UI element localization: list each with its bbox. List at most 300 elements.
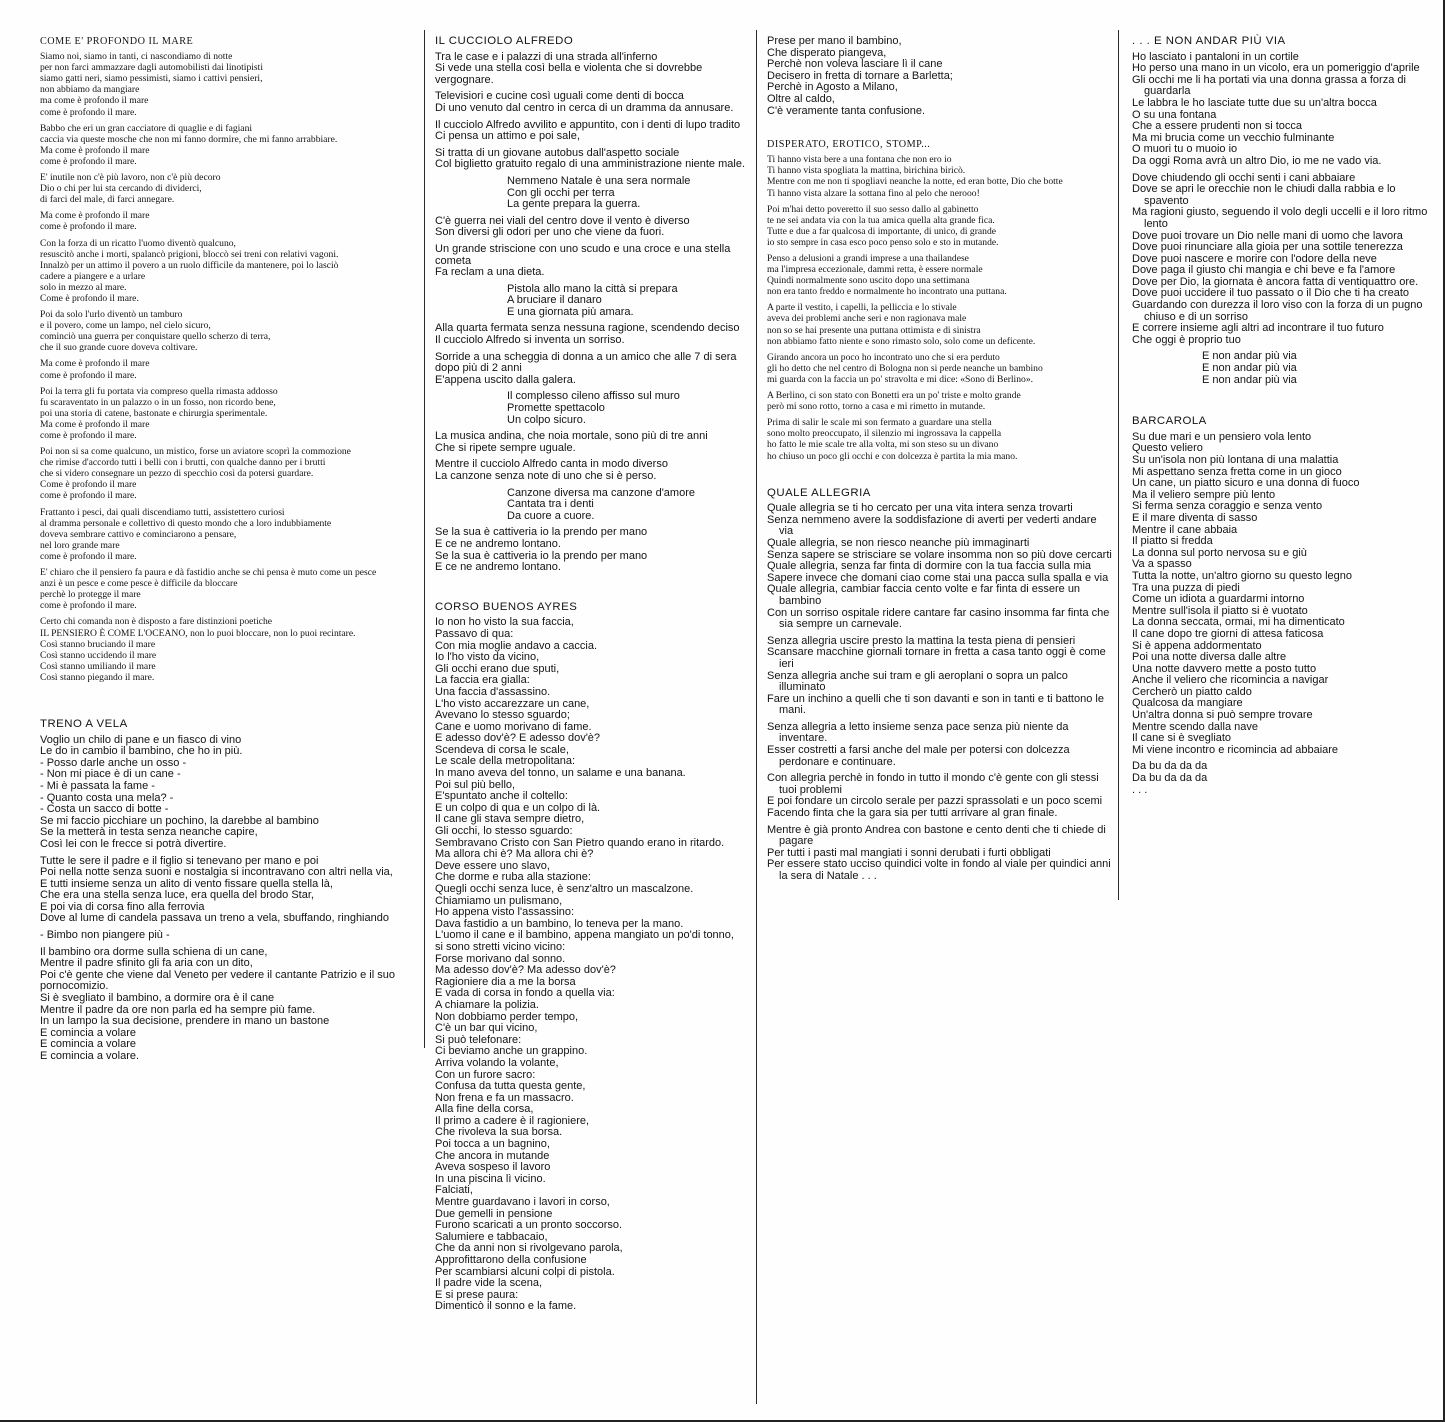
lyric-line: - Posso darle anche un osso - <box>40 756 187 769</box>
song-block <box>40 719 420 1063</box>
lyric-line: Guardando con durezza il loro viso con la forza di un pugno chiuso e di un sorriso <box>1132 299 1423 323</box>
lyric-line: Ti hanno vista bere a una fontana che non ero io <box>767 154 952 166</box>
lyric-line: Si ferma senza coraggio e senza vento <box>1132 500 1323 513</box>
lyric-line: E non andar più via <box>1202 362 1297 375</box>
lyric-line: Così stanno piegando il mare. <box>40 671 155 683</box>
lyric-line: Le do in cambio il bambino, che ho in più. <box>40 745 243 758</box>
lyric-line: Tra le case e i palazzi di una strada all'inferno <box>435 50 658 63</box>
lyric-line: Ci pensa un attimo e poi sale, <box>435 130 580 143</box>
lyric-line: E non andar più via <box>1202 373 1297 386</box>
lyric-line: Le scale della metropolitana: <box>435 755 576 768</box>
lyric-line: Passavo di qua: <box>435 627 514 640</box>
lyric-line: In un lampo la sua decisione, prendere in mano un bastone <box>40 1015 330 1028</box>
lyric-line: Da oggi Roma avrà un altro Dio, io me ne vado via. <box>1132 154 1382 167</box>
lyric-line: Dove per Dio, la giornata è ancora fatta di ventiquattro ore. <box>1132 275 1419 288</box>
lyric-line: Nemmeno Natale è una sera normale <box>507 174 691 187</box>
lyric-line: La musica andina, che noia mortale, sono più di tre anni <box>435 430 708 443</box>
stanza <box>435 488 750 523</box>
lyric-line: Che ancora in mutande <box>435 1149 550 1162</box>
lyric-line: Dove puoi uccidere il tuo passato o il Dio che ti ha creato <box>1132 287 1409 300</box>
lyric-line: Gli occhi erano due sputi, <box>435 662 560 675</box>
lyric-line: Scendeva di corsa le scale, <box>435 743 569 756</box>
column-2 <box>435 30 750 1335</box>
stanza <box>767 503 1112 631</box>
song-block <box>435 602 750 1313</box>
lyric-line: Questo veliero <box>1132 442 1203 455</box>
stanza <box>435 323 750 346</box>
lyric-line: Il primo a cadere è il ragioniere, <box>435 1114 590 1127</box>
lyric-line: Il complesso cileno affisso sul muro <box>507 390 680 403</box>
stanza <box>435 244 750 279</box>
song-title: COME E' PROFONDO IL MARE <box>40 36 194 47</box>
lyric-line: Non dobbiamo perder tempo, <box>435 1010 579 1023</box>
lyric-line: Due gemelli in pensione <box>435 1207 553 1220</box>
lyric-line: E poi fondare un circolo serale per pazzi sprassolati e un poco scemi <box>767 795 1103 808</box>
lyric-line: Ma come è profondo il mare <box>40 144 150 156</box>
lyric-line: Dove puoi nascere e morire con l'odore della neve <box>1132 252 1377 265</box>
lyric-line: Senza allegria anche sui tram e gli aeroplani o sopra un palco illuminato <box>767 669 1068 694</box>
lyric-line: Penso a delusioni a grandi imprese a una thailandese <box>767 253 969 264</box>
lyric-line: Mentre il padre da ore non parla ed ha sempre più fame. <box>40 1003 316 1016</box>
lyric-line: Di uno venuto dal centro in cerca di un dramma da annusare. <box>435 101 734 114</box>
lyric-line: E il mare diventa di sasso <box>1132 511 1258 524</box>
lyric-line: Innalzò per un attimo il povero a un ruolo difficile da mantenere, poi lo lasciò <box>40 259 339 271</box>
lyric-line: Un colpo sicuro. <box>507 413 586 426</box>
lyric-line: E'appena uscito dalla galera. <box>435 373 576 386</box>
lyric-line: Il bambino ora dorme sulla schiena di un cane, <box>40 945 268 958</box>
lyric-line: Poi sul più bello, <box>435 778 516 791</box>
lyric-line: Pistola allo mano la città si prepara <box>507 282 678 295</box>
lyric-line: L'ho visto accarezzare un cane, <box>435 697 590 710</box>
lyric-line: Alla quarta fermata senza nessuna ragione, scendendo deciso <box>435 322 740 335</box>
song-title: CORSO BUENOS AYRES <box>435 600 578 613</box>
lyric-line: . . . <box>1132 783 1148 796</box>
lyric-line: che si videro consegnare un pezzo di specchio così da potersi guardare. <box>40 468 314 480</box>
lyric-line: te ne sei andata via con la tua amica quella alta grande fica. <box>767 214 995 226</box>
stanza <box>40 856 420 926</box>
lyric-line: E' chiaro che il pensiero fa paura e dà fastidio anche se chi pensa è muto come un pesce <box>40 567 377 579</box>
lyric-line: Gli occhi, lo stesso sguardo: <box>435 825 573 838</box>
lyric-line: Voglio un chilo di pane e un fiasco di vino <box>40 733 242 746</box>
lyric-line: La faccia era gialla: <box>435 674 530 687</box>
song-title: . . . E NON ANDAR PIÙ VIA <box>1132 35 1286 47</box>
lyric-line: Si vede una stella così bella e violenta che si dovrebbe vergognare. <box>435 62 703 86</box>
stanza <box>40 309 420 353</box>
lyric-line: Con la forza di un ricatto l'uomo diventò qualcuno, <box>40 237 236 249</box>
lyric-line: Così lei con le frecce si potrà divertire. <box>40 837 227 850</box>
lyric-line: A bruciare il danaro <box>507 294 602 307</box>
lyric-line: Il cane si è svegliato <box>1132 732 1232 745</box>
lyric-line: Ma come è profondo il mare <box>40 418 150 430</box>
lyric-line: Poi una notte diversa dalle altre <box>1132 651 1287 664</box>
stanza <box>435 176 750 211</box>
lyric-line: Quale allegria se ti ho cercato per una vita intera senza trovarti <box>767 502 1073 515</box>
lyric-line: come è profondo il mare. <box>40 369 137 381</box>
lyric-line: Così stanno uccidendo il mare <box>40 649 157 661</box>
lyric-line: Sapere invece che domani ciao come stai una pacca sulla spalla e via <box>767 571 1109 584</box>
lyric-line: Si tratta di un giovane autobus dall'aspetto sociale <box>435 146 680 159</box>
stanza <box>435 148 750 171</box>
lyric-line: Mentre il padre sfinito gli fa aria con un dito, <box>40 957 253 970</box>
stanza <box>40 947 420 1063</box>
lyric-line: Mentre sull'isola il piatto si è vuotato <box>1132 604 1308 617</box>
lyric-line: Ho perso una mano in un vicolo, era un pomeriggio d'aprile <box>1132 62 1420 75</box>
lyric-line: Un'altra donna si può sempre trovare <box>1132 709 1313 722</box>
lyric-line: ho chiuso un poco gli occhi e con dolcezza è partita la mia mano. <box>767 450 1018 462</box>
lyric-line: Il cucciolo Alfredo si inventa un sorriso. <box>435 334 625 347</box>
stanza <box>435 617 750 1313</box>
lyric-line: Che disperato piangeva, <box>767 46 887 59</box>
lyric-line: E'spuntato anche il coltello: <box>435 790 568 803</box>
lyric-line: Si è svegliato il bambino, a dormire ora è il cane <box>40 992 275 1005</box>
stanza <box>40 616 420 683</box>
lyric-line: ma l'impresa eccezionale, dammi retta, è essere normale <box>767 264 983 276</box>
lyric-line: Oltre al caldo, <box>767 92 835 105</box>
song-title: BARCAROLA <box>1132 415 1207 428</box>
lyric-line: Ti hanno vista spogliata la mattina, birichina biricò. <box>767 165 966 177</box>
lyric-line: Dove chiudendo gli occhi senti i cani abbaiare <box>1132 171 1356 184</box>
lyric-line: Tutte e due a far qualcosa di importante, di unico, di grande <box>767 225 997 237</box>
lyric-line: Così stanno umiliando il mare <box>40 660 156 672</box>
song-block <box>767 36 1112 117</box>
lyric-line: di farci del male, di farci annegare. <box>40 194 175 206</box>
lyric-line: Furono scaricati a un pronto soccorso. <box>435 1219 623 1232</box>
song-title: QUALE ALLEGRIA <box>767 486 871 499</box>
stanza <box>767 773 1112 819</box>
lyric-line: Anche il veliero che ricomincia a navigar <box>1132 674 1329 687</box>
song-block <box>40 36 420 683</box>
lyric-line: Mentre guardavano i lavori in corso, <box>435 1196 610 1209</box>
lyric-line: come è profondo il mare. <box>40 490 137 502</box>
lyric-line: Su due mari e un pensiero vola lento <box>1132 430 1312 443</box>
stanza <box>767 302 1112 346</box>
stanza <box>435 527 750 573</box>
lyric-line: Promette spettacolo <box>507 402 605 415</box>
lyric-line: Poi da solo l'urlo diventò un tamburo <box>40 309 183 321</box>
stanza <box>767 390 1112 412</box>
stanza <box>435 91 750 114</box>
column-divider <box>1118 30 1119 900</box>
lyric-line: Avevano lo stesso sguardo; <box>435 709 570 722</box>
lyric-line: Dio o chi per lui sta cercando di dividerci, <box>40 183 202 195</box>
lyric-line: - Mi è passata la fame - <box>40 779 155 792</box>
lyric-line: cadere a piangere e a urlare <box>40 270 146 282</box>
song-block <box>767 139 1112 461</box>
lyric-line: In mano aveva del tonno, un salame e una banana. <box>435 767 686 780</box>
lyric-line: Senza allegria a letto insieme senza pace senza più niente da inventare. <box>767 720 1069 745</box>
lyric-line: Confusa da tutta questa gente, <box>435 1080 586 1093</box>
lyric-line: Facendo finta che la gara sia per tutti arrivare al gran finale. <box>767 807 1058 820</box>
lyric-line: e il povero, come un lampo, nel cielo sicuro, <box>40 320 211 332</box>
lyric-line: C'è un bar qui vicino, <box>435 1022 538 1035</box>
lyric-line: Mentre è già pronto Andrea con bastone e cento denti che ti chiede di pagare <box>767 823 1106 848</box>
lyric-line: al dramma personale e collettivo di questo mondo che a loro indubbiamente <box>40 517 332 529</box>
lyric-line: per non farci ammazzare dagli automobilisti dai linotipisti <box>40 62 263 74</box>
lyric-line: Si è appena addormentato <box>1132 639 1262 652</box>
lyric-line: Dove al lume di candela passava un treno a vela, sbuffando, ringhiando <box>40 912 389 925</box>
lyric-line: E una giornata più amara. <box>507 305 634 318</box>
stanza <box>767 154 1112 198</box>
lyric-line: Ho lasciato i pantaloni in un cortile <box>1132 50 1299 63</box>
lyric-line: Poi non si sa come qualcuno, un mistico, forse un aviatore scoprì la commozione <box>40 446 351 458</box>
lyric-line: Poi m'hai detto poveretto il suo sesso dallo al gabinetto <box>767 203 979 215</box>
lyric-line: C'è veramente tanta confusione. <box>767 104 926 117</box>
lyric-line: Mi viene incontro e ricomincia ad abbaiare <box>1132 743 1339 756</box>
stanza <box>40 507 420 562</box>
stanza <box>767 36 1112 117</box>
lyric-line: non abbiamo da mangiare <box>40 84 140 96</box>
lyric-line: E adesso dov'è? E adesso dov'è? <box>435 732 601 745</box>
lyric-line: Ma ragioni giusto, seguendo il volo degli uccelli e il loro ritmo lento <box>1132 206 1428 230</box>
lyric-line: Va a spasso <box>1132 558 1192 571</box>
lyric-line: IL PENSIERO È COME L'OCEANO, non lo puoi bloccare, non lo puoi recintare. <box>40 627 356 639</box>
lyric-line: Ma adesso dov'è? Ma adesso dov'è? <box>435 964 616 977</box>
lyric-line: E ce ne andremo lontano. <box>435 537 561 550</box>
lyric-line: ho fatto le mie scale tre alla volta, mi son steso su un divano <box>767 439 999 451</box>
lyric-line: E un colpo di qua e un colpo di là. <box>435 801 601 814</box>
lyric-line: E si prese paura: <box>435 1288 519 1301</box>
lyric-line: Alla fine della corsa, <box>435 1103 534 1116</box>
lyric-line: fu scaraventato in un palazzo o in un fosso, non ricordo bene, <box>40 396 276 408</box>
lyric-line: Perchè non voleva lasciare lì il cane <box>767 58 943 71</box>
stanza <box>767 825 1112 883</box>
lyric-line: Poi c'è gente che viene dal Veneto per vedere il cantante Patrizio e il suo pornocomizio. <box>40 968 395 993</box>
lyric-line: doveva sembrare cattivo e cominciarono a pensare, <box>40 528 237 540</box>
lyric-line: - Quanto costa una mela? - <box>40 791 174 804</box>
lyric-line: Ti hanno vista alzare la sottana fino al pelo che nerooo! <box>767 187 980 199</box>
lyric-line: A Berlino, ci son stato con Bonetti era un po' triste e molto grande <box>767 390 1021 402</box>
lyric-line: Fare un inchino a quelli che ti son davanti e son in tanti e ti battono le mani. <box>767 692 1104 717</box>
lyric-line: A parte il vestito, i capelli, la pelliccia e lo stivale <box>767 302 957 314</box>
lyric-line: E' inutile non c'è più lavoro, non c'è più decoro <box>40 172 221 184</box>
lyric-line: Perchè in Agosto a Milano, <box>767 81 898 94</box>
lyric-line: Per tutti i pasti mal mangiati i sonni derubati i furti obbligati <box>767 846 1051 859</box>
stanza <box>40 930 420 942</box>
lyric-line: E comincia a volare. <box>40 1050 140 1062</box>
lyric-line: Ma mi brucia come un vecchio fulminante <box>1132 131 1335 144</box>
lyric-line: La donna seccata, ormai, mi ha dimenticato <box>1132 616 1345 629</box>
lyric-line: Mentre il cucciolo Alfredo canta in modo diverso <box>435 458 668 471</box>
lyric-line: Sorride a una scheggia di donna a un amico che alle 7 di sera dopo più di 2 anni <box>435 350 737 375</box>
lyric-line: E correre insieme agli altri ad incontrare il tuo futuro <box>1132 322 1384 335</box>
lyric-line: Il cane gli stava sempre dietro, <box>435 813 585 826</box>
lyric-line: Sembravano Cristo con San Pietro quando erano in ritardo. <box>435 836 725 849</box>
lyric-line: Con un furore sacro: <box>435 1068 536 1081</box>
lyric-line: Siamo noi, siamo in tanti, ci nascondiamo di notte <box>40 51 233 63</box>
lyric-line: mi guarda con la faccia un po' stravolta e mi dice: «Sono di Berlino». <box>767 373 1034 385</box>
stanza <box>40 210 420 232</box>
lyric-line: La donna sul porto nervosa su e giù <box>1132 546 1307 559</box>
lyric-line: Come un idiota a guardarmi intorno <box>1132 593 1305 606</box>
lyric-line: non so se hai presente una puttana ottimista e di sinistra <box>767 324 981 336</box>
column-3 <box>767 30 1112 905</box>
lyric-line: Ci beviamo anche un grappino. <box>435 1045 588 1058</box>
lyric-line: Aveva sospeso il lavoro <box>435 1161 551 1174</box>
lyric-line: Cantata tra i denti <box>507 498 594 511</box>
lyric-line: Certo chi comanda non è disposto a fare distinzioni poetiche <box>40 616 273 628</box>
lyric-line: come è profondo il mare. <box>40 155 137 167</box>
lyric-line: Dava fastidio a un bambino, lo teneva per la mano. <box>435 917 684 930</box>
song-title: TRENO A VELA <box>40 717 128 730</box>
lyric-line: gli ho detto che nel centro di Bologna non si perde neanche un bambino <box>767 362 1043 374</box>
stanza <box>767 417 1112 461</box>
lyric-line: Le labbra le ho lasciate tutte due su un'altra bocca <box>1132 96 1377 109</box>
stanza <box>1132 351 1428 386</box>
lyric-line: L'uomo il cane e il bambino, appena mangiato un po'di tonno, <box>435 929 734 942</box>
stanza <box>40 735 420 851</box>
stanza <box>40 567 420 611</box>
lyric-line: Canzone diversa ma canzone d'amore <box>507 486 695 499</box>
lyric-line: Decisero in fretta di tornare a Barletta; <box>767 69 953 82</box>
lyric-line: Con mia moglie andavo a caccia. <box>435 639 598 652</box>
lyric-line: nel loro grande mare <box>40 539 120 551</box>
lyric-line: Dove puoi trovare un Dio nelle mani di uomo che lavora <box>1132 229 1403 242</box>
lyric-line: Con allegria perchè in fondo in tutto il mondo c'è gente con gli stessi tuoi problemi <box>767 772 1099 796</box>
lyric-line: O su una fontana <box>1132 108 1217 121</box>
lyric-line: Cane e uomo morivano di fame. <box>435 720 592 733</box>
stanza <box>435 120 750 143</box>
lyric-line: Per scambiarsi alcuni colpi di pistola. <box>435 1265 615 1278</box>
lyric-line: caccia via queste mosche che non mi fanno dormire, che mi fanno arrabbiare. <box>40 133 338 145</box>
song-block <box>1132 36 1428 386</box>
lyric-line: Ma il veliero sempre più lento <box>1132 488 1276 501</box>
stanza <box>435 352 750 387</box>
stanza <box>767 253 1112 297</box>
stanza <box>40 238 420 305</box>
lyric-line: Prima di salir le scale mi son fermato a guardare una stella <box>767 417 992 429</box>
column-4 <box>1132 30 1428 818</box>
lyric-line: come è profondo il mare. <box>40 600 137 612</box>
lyric-line: O muori tu o muoio io <box>1132 143 1238 156</box>
lyric-line: Frattanto i pesci, dai quali discendiamo tutti, assistettero curiosi <box>40 506 285 518</box>
song-title: IL CUCCIOLO ALFREDO <box>435 35 574 47</box>
column-1 <box>40 30 420 1085</box>
lyric-line: Il piatto si fredda <box>1132 535 1213 548</box>
lyric-line: che il suo grande cuore doveva coltivare. <box>40 342 198 354</box>
lyric-line: Che dorme e ruba alla stazione: <box>435 871 591 884</box>
lyric-line: Girando ancora un poco ho incontrato uno che si era perduto <box>767 351 1000 363</box>
song-title: DISPERATO, EROTICO, STOMP... <box>767 139 931 151</box>
lyric-line: Che si ripete sempre uguale. <box>435 441 576 454</box>
lyric-line: Chiamiamo un pulismano, <box>435 894 563 907</box>
lyric-line: Il cucciolo Alfredo avvilito e appuntito, con i denti di lupo tradito <box>435 118 741 131</box>
stanza <box>435 459 750 482</box>
lyric-line: io sto sempre in casa esco poco penso solo e sto in mutande. <box>767 236 999 248</box>
lyric-line: come è profondo il mare. <box>40 550 137 562</box>
lyric-line: solo in mezzo al mare. <box>40 281 127 293</box>
lyric-line: però mi sono rotto, torno a casa e mi rimetto in mutande. <box>767 401 986 413</box>
lyric-line: Quegli occhi senza luce, è senz'altro un mascalzone. <box>435 883 694 895</box>
lyric-line: Senza nemmeno avere la soddisfazione di averti per vederti andare via <box>767 513 1097 538</box>
lyric-line: Così stanno bruciando il mare <box>40 638 156 650</box>
lyric-line: Che rivoleva la sua borsa. <box>435 1126 563 1139</box>
lyric-line: anzi è un pesce e come pesce è difficile da bloccare <box>40 578 238 590</box>
lyric-line: Ma allora chi è? Ma allora chi è? <box>435 848 594 861</box>
lyric-line: E comincia a volare <box>40 1038 136 1051</box>
lyric-line: Un cane, un piatto sicuro e una donna di fuoco <box>1132 477 1360 490</box>
lyric-line: E tutti insieme senza un alito di vento fissare quella stella là, <box>40 877 333 890</box>
lyric-line: cominciò una guerra per conquistare quello scherzo di terra, <box>40 331 271 343</box>
lyric-line: Poi tocca a un bagnino, <box>435 1138 550 1151</box>
lyric-line: E poi via di corsa fino alla ferrovia <box>40 900 205 913</box>
lyric-line: Si può telefonare: <box>435 1033 522 1046</box>
lyric-line: Col biglietto gratuito regalo di una amministrazione niente male. <box>435 158 746 171</box>
lyric-line: Fa reclam a una dieta. <box>435 266 545 279</box>
lyric-line: Su un'isola non più lontana di una malattia <box>1132 454 1339 466</box>
lyric-line: Non frena e fa un massacro. <box>435 1091 574 1104</box>
lyric-line: Se la sua è cattiveria io la prendo per mano <box>435 549 648 562</box>
lyric-line: E vada di corsa in fondo a quella via: <box>435 987 615 1000</box>
stanza <box>40 172 420 205</box>
lyric-line: come è profondo il mare. <box>40 221 137 233</box>
lyric-line: Quale allegria, se non riesco neanche più immaginarti <box>767 536 1030 549</box>
lyric-line: Arriva volando la volante, <box>435 1056 559 1069</box>
lyric-line: Come è profondo il mare. <box>40 292 139 304</box>
lyric-line: perchè lo protegge il mare <box>40 589 141 601</box>
stanza <box>40 386 420 441</box>
lyric-line: Ho appena visto l'assassino: <box>435 906 575 919</box>
stanza <box>40 446 420 501</box>
lyric-line: Una faccia d'assassino. <box>435 685 551 698</box>
lyric-line: Senza allegria uscire presto la mattina la testa piena di pensieri <box>767 634 1076 647</box>
stanza <box>435 52 750 87</box>
lyric-line: Da bu da da da <box>1132 772 1208 785</box>
lyric-line: Io non ho visto la sua faccia, <box>435 616 574 629</box>
lyric-line: non abbiamo fatto niente e sono rimasto solo, solo come un deficente. <box>767 335 1036 347</box>
lyric-line: Come è profondo il mare <box>40 479 137 491</box>
lyric-line: Mentre il cane abbaia <box>1132 523 1238 536</box>
lyric-line: Con un sorriso ospitale ridere cantare far casino insomma far finta che sia sempre un carnevale. <box>767 606 1110 631</box>
lyric-line: Deve essere uno slavo, <box>435 859 550 872</box>
lyric-line: Babbo che eri un gran cacciatore di quaglie e di fagiani <box>40 122 253 134</box>
lyric-line: Qualcosa da mangiare <box>1132 697 1243 710</box>
lyric-line: Quindi normalmente sono uscito dopo una settimana <box>767 275 970 287</box>
stanza <box>767 722 1112 768</box>
lyric-line: Tra una puzza di piedi <box>1132 581 1240 594</box>
lyric-line: Dove se apri le orecchie non le chiudi dalla rabbia e lo spavento <box>1132 183 1396 207</box>
lyric-line: E comincia a volare <box>40 1026 136 1039</box>
lyric-line: Che da anni non si rivolgevano parola, <box>435 1242 623 1255</box>
lyric-line: come è profondo il mare. <box>40 106 137 118</box>
lyric-line: si sono stretti vicino vicino: <box>435 940 566 953</box>
lyric-line: resuscitò anche i morti, spalancò prigioni, bloccò sei treni con relativi vagoni. <box>40 248 339 260</box>
lyric-line: Gli occhi me li ha portati via una donna grassa a forza di guardarla <box>1132 73 1406 98</box>
lyric-line: Da cuore a cuore. <box>507 509 595 522</box>
lyric-line: Che era una stella senza luce, era quella del brodo Star, <box>40 889 314 902</box>
lyric-line: Dove paga il giusto chi mangia e chi beve e fa l'amore <box>1132 264 1396 277</box>
lyric-line: E ce ne andremo lontano. <box>435 561 561 574</box>
stanza <box>1132 432 1428 757</box>
lyric-line: Falciati, <box>435 1184 473 1197</box>
lyric-line: sono molto preoccupato, il silenzio mi ingrossava la cappella <box>767 428 1002 440</box>
lyric-line: Approfittarono della confusione <box>435 1254 587 1266</box>
lyric-line: - Costa un sacco di botte - <box>40 803 169 816</box>
stanza <box>40 123 420 167</box>
lyric-line: Forse morivano dal sonno. <box>435 952 566 965</box>
lyric-line: C'è guerra nei viali del centro dove il vento è diverso <box>435 214 690 227</box>
lyric-line: Esser costretti a farsi anche del male per potersi con dolcezza perdonare e continuare. <box>767 744 1070 768</box>
stanza <box>40 51 420 118</box>
stanza <box>1132 761 1428 796</box>
lyric-line: Televisiori e cucine così uguali come denti di bocca <box>435 90 684 103</box>
stanza <box>435 284 750 319</box>
song-block <box>767 488 1112 883</box>
lyric-line: Quale allegria, cambiar faccia cento volte e far finta di essere un bambino <box>767 583 1081 607</box>
lyric-line: La gente prepara la guerra. <box>507 198 641 211</box>
lyric-line: Un grande striscione con uno scudo e una croce e una stella cometa <box>435 242 731 267</box>
stanza <box>435 391 750 426</box>
stanza <box>1132 173 1428 347</box>
